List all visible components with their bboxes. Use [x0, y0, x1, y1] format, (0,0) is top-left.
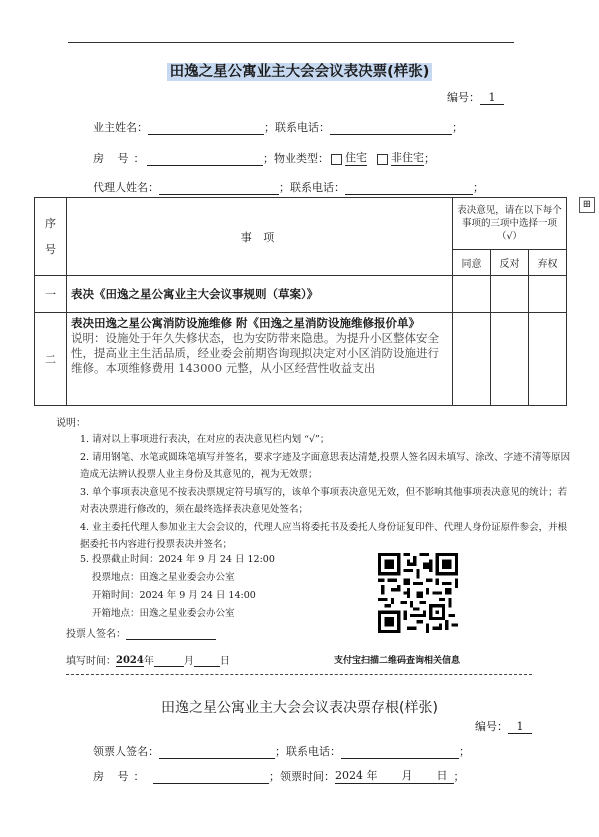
matter-header: 事 项 [67, 198, 453, 276]
vote-table [34, 197, 567, 406]
notes-block [80, 431, 576, 554]
stub-month-unit: 月 [401, 769, 413, 782]
abstain-header: 弃权 [529, 250, 567, 276]
owner-name-field[interactable] [148, 134, 264, 135]
voter-sign-field[interactable] [126, 639, 216, 640]
stub-phone-field[interactable] [341, 758, 459, 759]
row-2-oppose-cell[interactable] [491, 313, 529, 406]
stub-receiver-label: 领票人签名： [93, 745, 159, 758]
voter-sign-label: 投票人签名： [66, 629, 126, 640]
stub-serial-label: 编号： [475, 720, 508, 733]
oppose-header: 反对 [491, 250, 529, 276]
row-2-content [67, 313, 453, 406]
row-2-description: 说明：设施处于年久失修状态，也为安防带来隐患。为提升小区整体安全性，提高业主生活品质，经业委会前期咨询现拟决定对小区消防设施进行维修。本项维修费用 143000 元整，从小区经营性收益支出 [71, 331, 439, 375]
note-item-2: 2. 请用钢笔、水笔或圆珠笔填写并签名，要求字迹及字面意思表达清楚,投票人签名因未填写、涂改、字迹不清等原因造成无法辨认投票人业主身份及其意见的，视为无效票； [80, 451, 571, 480]
serial-label: 编号： [447, 91, 480, 104]
stub-year-unit: 年 [366, 769, 378, 782]
cut-line [66, 674, 532, 675]
owner-row [93, 119, 463, 135]
note-item-1: 1. 请对以上事项进行表决，在对应的表决意见栏内划 “√”； [80, 434, 330, 445]
stub-semicolon-1: ； [459, 745, 470, 758]
qr-caption: 支付宝扫描二维码查询相关信息 [334, 656, 461, 666]
option-nonresidential: 非住宅 [391, 151, 424, 164]
vote-location: 投票地点：田逸之星业委会办公室 [92, 572, 235, 583]
stub-receiver-field[interactable] [159, 758, 275, 759]
serial-value: 1 [480, 91, 504, 105]
agent-name-field[interactable] [159, 194, 279, 195]
stub-title: 田逸之星公寓业主大会会议表决票存根(样张) [161, 700, 438, 716]
row-1-agree-cell[interactable] [453, 276, 491, 313]
fill-time-row [66, 652, 230, 667]
schedule-block [80, 551, 275, 623]
serial-number [447, 89, 504, 105]
stub-serial [475, 718, 532, 734]
phone-label: ；联系电话： [264, 121, 330, 134]
notes-heading: 说明： [56, 418, 86, 429]
row-2-seq: 二 [35, 313, 67, 406]
fill-year: 2024 [116, 655, 144, 666]
room-field[interactable] [147, 165, 263, 166]
row-1-seq: 一 [35, 276, 67, 313]
stub-room-field[interactable] [153, 783, 269, 784]
seq-header [35, 198, 67, 276]
open-location: 开箱地点：田逸之星业委会办公室 [92, 608, 235, 619]
row-1-title: 表决《田逸之星公寓业主大会议事规则（草案）》 [67, 276, 453, 313]
open-time: 开箱时间：2024 年 9 月 24 日 14:00 [92, 590, 256, 601]
agent-name-label: 代理人姓名： [93, 181, 159, 194]
row-2-abstain-cell[interactable] [529, 313, 567, 406]
voter-sign-row [66, 625, 216, 640]
row-1-oppose-cell[interactable] [491, 276, 529, 313]
property-type-label: ；物业类型： [263, 152, 329, 165]
stub-receive-time-label: ；领票时间： [269, 770, 335, 783]
room-label: 房 号： [93, 152, 150, 165]
fill-month-unit: 月 [183, 656, 194, 667]
page-title [0, 60, 599, 81]
room-row [93, 149, 435, 166]
seq-header-1: 序 [45, 216, 56, 230]
row-2-agree-cell[interactable] [453, 313, 491, 406]
stub-serial-value: 1 [508, 720, 532, 734]
stub-phone-label: ；联系电话： [275, 745, 341, 758]
agree-header: 同意 [453, 250, 491, 276]
table-grid-icon[interactable]: ⊞ [579, 197, 595, 213]
stub-date [335, 767, 454, 784]
owner-name-label: 业主姓名： [93, 121, 148, 134]
qr-code [378, 553, 458, 633]
fill-time-label: 填写时间： [66, 656, 116, 667]
trail-semicolon: ； [452, 121, 463, 134]
stub-year: 2024 [335, 769, 363, 782]
agent-phone-field[interactable] [345, 194, 473, 195]
top-rule [68, 42, 514, 43]
title-text: 田逸之星公寓业主大会会议表决票(样张) [167, 63, 433, 81]
option-residential: 住宅 [345, 151, 367, 164]
fill-year-unit: 年 [143, 656, 154, 667]
stub-semicolon-2: ； [453, 770, 465, 783]
note-item-4: 4. 业主委托代理人参加业主大会会议的，代理人应当将委托书及委托人身份证复印件、代理人身份证原件参会，并根据委托书内容进行投票表决并签名； [80, 521, 568, 550]
deadline-text: 5. 投票截止时间：2024 年 9 月 24 日 12:00 [80, 554, 275, 565]
note-item-3: 3. 单个事项表决意见不按表决票规定符号填写的，该单个事项表决意见无效，但不影响其他事项表决意见的统计；若对表决票进行修改的，须在最终选择表决意见处签名； [80, 486, 568, 515]
fill-month-field[interactable] [154, 666, 184, 667]
fill-day-unit: 日 [219, 656, 230, 667]
seq-header-2: 号 [45, 242, 56, 256]
agent-phone-label: ；联系电话： [279, 181, 345, 194]
stub-receiver-row [93, 743, 470, 759]
trail-semicolon-2: ； [424, 152, 435, 165]
stub-day-unit: 日 [436, 769, 448, 782]
trail-semicolon-3: ； [473, 181, 484, 194]
opinion-header: 表决意见，请在以下每个事项的三项中选择一项（√） [453, 198, 567, 250]
row-2-title: 表决田逸之星公寓消防设施维修 附《田逸之星消防设施维修报价单》 [71, 316, 420, 330]
fill-day-field[interactable] [194, 666, 220, 667]
phone-field[interactable] [330, 134, 452, 135]
nonresidential-checkbox[interactable] [377, 154, 388, 165]
row-1-abstain-cell[interactable] [529, 276, 567, 313]
stub-room-label: 房 号： [93, 770, 150, 783]
residential-checkbox[interactable] [331, 154, 342, 165]
stub-room-row [93, 767, 465, 784]
agent-row [93, 179, 484, 195]
